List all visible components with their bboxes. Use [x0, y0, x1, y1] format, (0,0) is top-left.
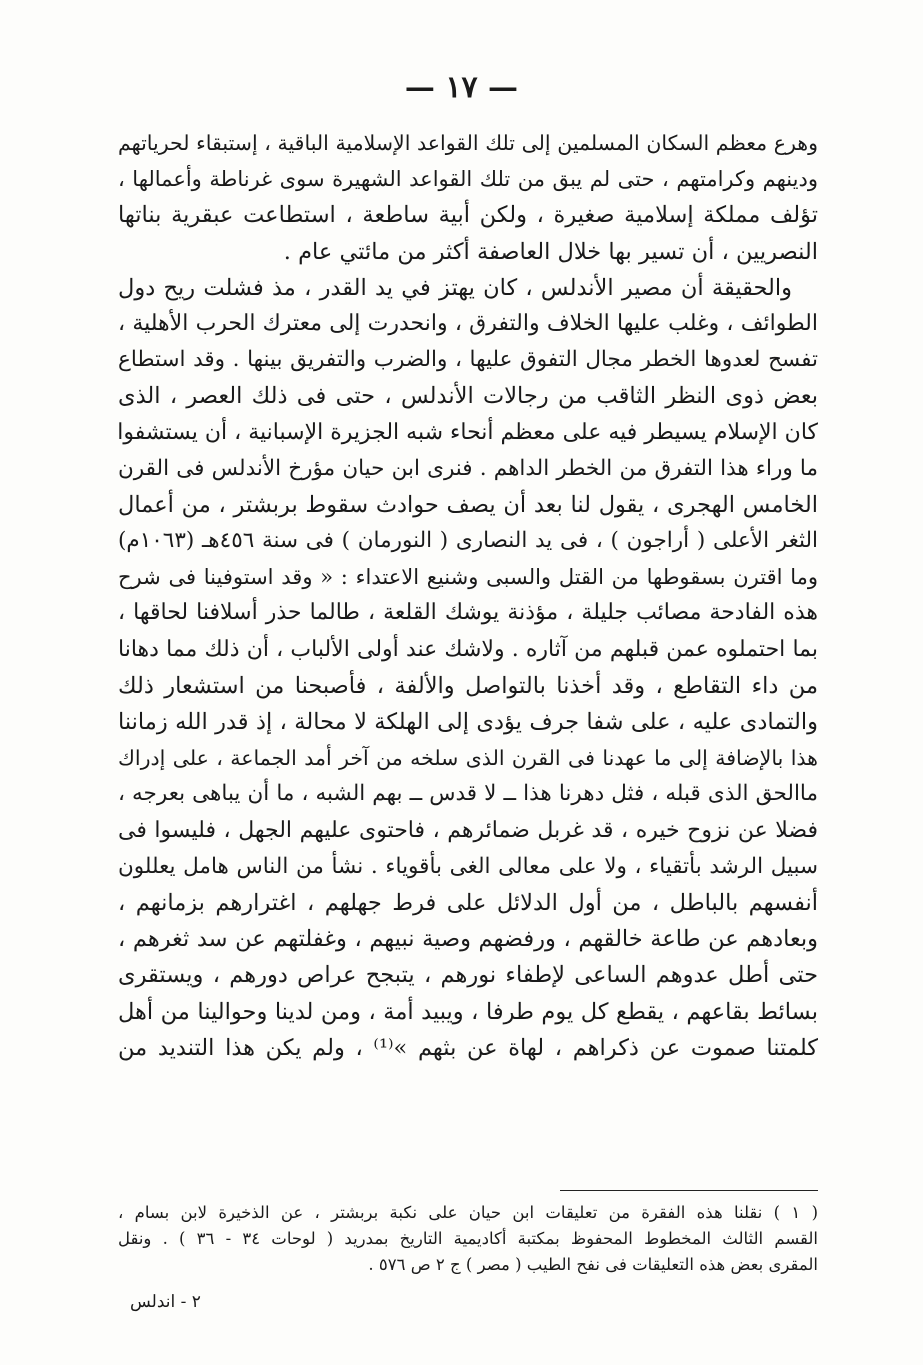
main-text — [118, 125, 818, 1066]
text-line: أنفسهم بالباطل ، من أول الدلائل على فرط جهلهم ، اغترارهم بزمانهم ، — [118, 889, 818, 916]
text-line: وبعادهم عن طاعة خالقهم ، ورفضهم وصية نبيهم ، وغفلتهم عن سد ثغرهم ، — [118, 926, 818, 953]
text-line: هذه الفادحة مصائب جليلة ، مؤذنة يوشك القلعة ، طالما حذر أسلافنا لحاقها ، — [118, 600, 818, 626]
footnote-divider — [560, 1190, 818, 1191]
footnotes — [118, 1200, 818, 1278]
text-line: سبيل الرشد بأتقياء ، ولا على معالى الغى بأقوياء . نشأ من الناس هامل يعللون — [118, 853, 818, 879]
text-line: ماالحق الذى قبله ، فثل دهرنا هذا ــ لا قدس ــ بهم الشبه ، ما أن يباهى بعرجه ، — [118, 781, 818, 807]
text-line: بعض ذوى النظر الثاقب من رجالات الأندلس ، حتى فى ذلك العصر ، الذى — [118, 383, 818, 410]
text-line: تفسح لعدوها الخطر مجال التفوق عليها ، والضرب والتفريق بينها . وقد استطاع — [118, 347, 818, 373]
text-line: الثغر الأعلى ( أراجون ) ، فى يد النصارى ( النورمان ) فى سنة ٤٥٦هـ (١٠٦٣م) — [118, 528, 818, 554]
text-line: كلمتنا صموت عن ذكراهم ، لهاة عن بثهم »⁽¹⁾ ، ولم يكن هذا التنديد من — [118, 1034, 818, 1061]
footnote-line: القسم الثالث المخطوط المحفوظ بمكتبة أكاديمية التاريخ بمدريد ( لوحات ٣٤ - ٣٦ ) . ونقل — [118, 1229, 818, 1248]
footnote-line: ( ١ ) نقلنا هذه الفقرة من تعليقات ابن حيان على نكبة بربشتر ، عن الذخيرة لابن بسام ، — [118, 1203, 819, 1222]
text-line: ودينهم وكرامتهم ، حتى لم يبق من تلك القواعد الشهيرة سوى غرناطة وأعمالها ، — [118, 167, 818, 192]
text-line: وما اقترن بسقوطها من القتل والسبى وشنيع الاعتداء : « وقد استوفينا فى شرح — [118, 565, 818, 590]
signature-mark: ٢ - اندلس — [130, 1292, 201, 1312]
footnote-line: المقرى بعض هذه التعليقات فى نفح الطيب ( مصر ) ج ٢ ص ٥٧٦ . — [368, 1255, 818, 1274]
text-line: فضلا عن نزوح خيره ، قد غربل ضمائرهم ، فاحتوى عليهم الجهل ، فليسوا فى — [118, 817, 818, 843]
text-line: الخامس الهجرى ، يقول لنا بعد أن يصف حوادث سقوط بربشتر ، من أعمال — [118, 491, 818, 518]
text-line: وهرع معظم السكان المسلمين إلى تلك القواعد الإسلامية الباقية ، إستبقاء لحرياتهم — [118, 131, 818, 155]
text-line: بما احتملوه عمن قبلهم من آثاره . ولاشك عند أولى الألباب ، أن ذلك مما دهانا — [118, 636, 818, 662]
text-line: كان الإسلام يسيطر فيه على معظم أنحاء شبه الجزيرة الإسبانية ، أن يستشفوا — [117, 419, 818, 445]
text-line: تؤلف مملكة إسلامية صغيرة ، ولكن أبية ساطعة ، استطاعت عبقرية بناتها — [118, 202, 818, 229]
text-line: بسائط بقاعهم ، يقطع كل يوم طرفا ، ويبيد أمة ، ومن لدينا وحوالينا من أهل — [118, 998, 818, 1025]
text-line: والتمادى عليه ، على شفا جرف يؤدى إلى الهلكة لا محالة ، إذ قدر الله زماننا — [118, 709, 818, 735]
text-line: الطوائف ، وغلب عليها الخلاف والتفرق ، وانحدرت إلى معترك الحرب الأهلية ، — [118, 310, 818, 336]
text-line: والحقيقة أن مصير الأندلس ، كان يهتز في يد القدر ، مذ فشلت ريح دول — [118, 274, 792, 301]
page-number: — ١٧ — — [404, 70, 519, 105]
text-line: النصريين ، أن تسير بها خلال العاصفة أكثر من مائتي عام . — [283, 238, 818, 265]
text-line: من داء التقاطع ، وقد أخذنا بالتواصل والألفة ، فأصبحنا من استشعار ذلك — [118, 672, 818, 699]
text-line: هذا بالإضافة إلى ما عهدنا فى القرن الذى سلخه من آخر أمد الجماعة ، على إدراك — [118, 746, 818, 771]
text-line: حتى أطل عدوهم الساعى لإطفاء نورهم ، يتبجح عراص دورهم ، ويستقرى — [118, 962, 818, 989]
text-line: ما وراء هذا التفرق من الخطر الداهم . فنرى ابن حيان مؤرخ الأندلس فى القرن — [118, 455, 818, 481]
